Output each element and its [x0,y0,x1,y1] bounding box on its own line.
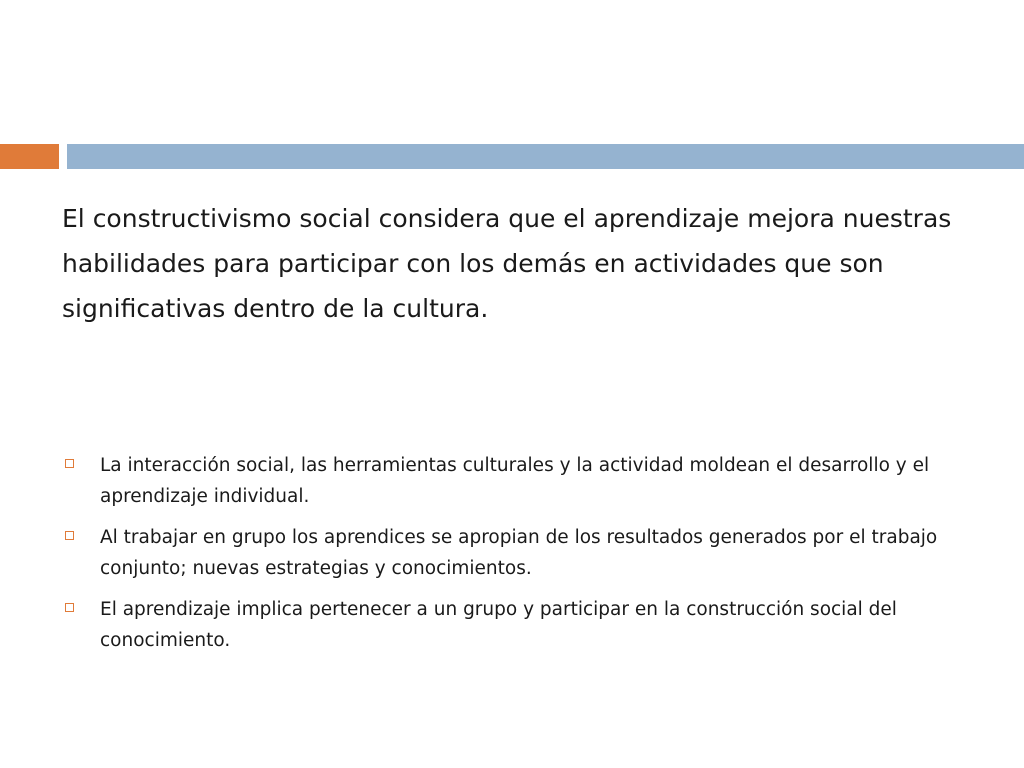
square-bullet-icon [65,531,74,540]
list-item [62,522,982,584]
header-bar [67,144,1024,169]
square-bullet-icon [65,459,74,468]
slide-title: El constructivismo social considera que el aprendizaje mejora nuestras habilidades para participar con los demás en actividades que son significativas dentro de la cultura. [62,204,952,323]
bullet-text: La interacción social, las herramientas culturales y la actividad moldean el desarrollo y el aprendizaje individual. [100,455,930,507]
bullet-list [62,450,982,666]
square-bullet-icon [65,603,74,612]
list-item [62,450,982,512]
header-accent-bar [0,144,59,169]
list-item [62,594,982,656]
bullet-text: El aprendizaje implica pertenecer a un grupo y participar en la construcción social del conocimiento. [100,599,897,651]
bullet-text: Al trabajar en grupo los aprendices se apropian de los resultados generados por el trabajo conjunto; nuevas estrategias y conocimientos. [100,527,938,579]
